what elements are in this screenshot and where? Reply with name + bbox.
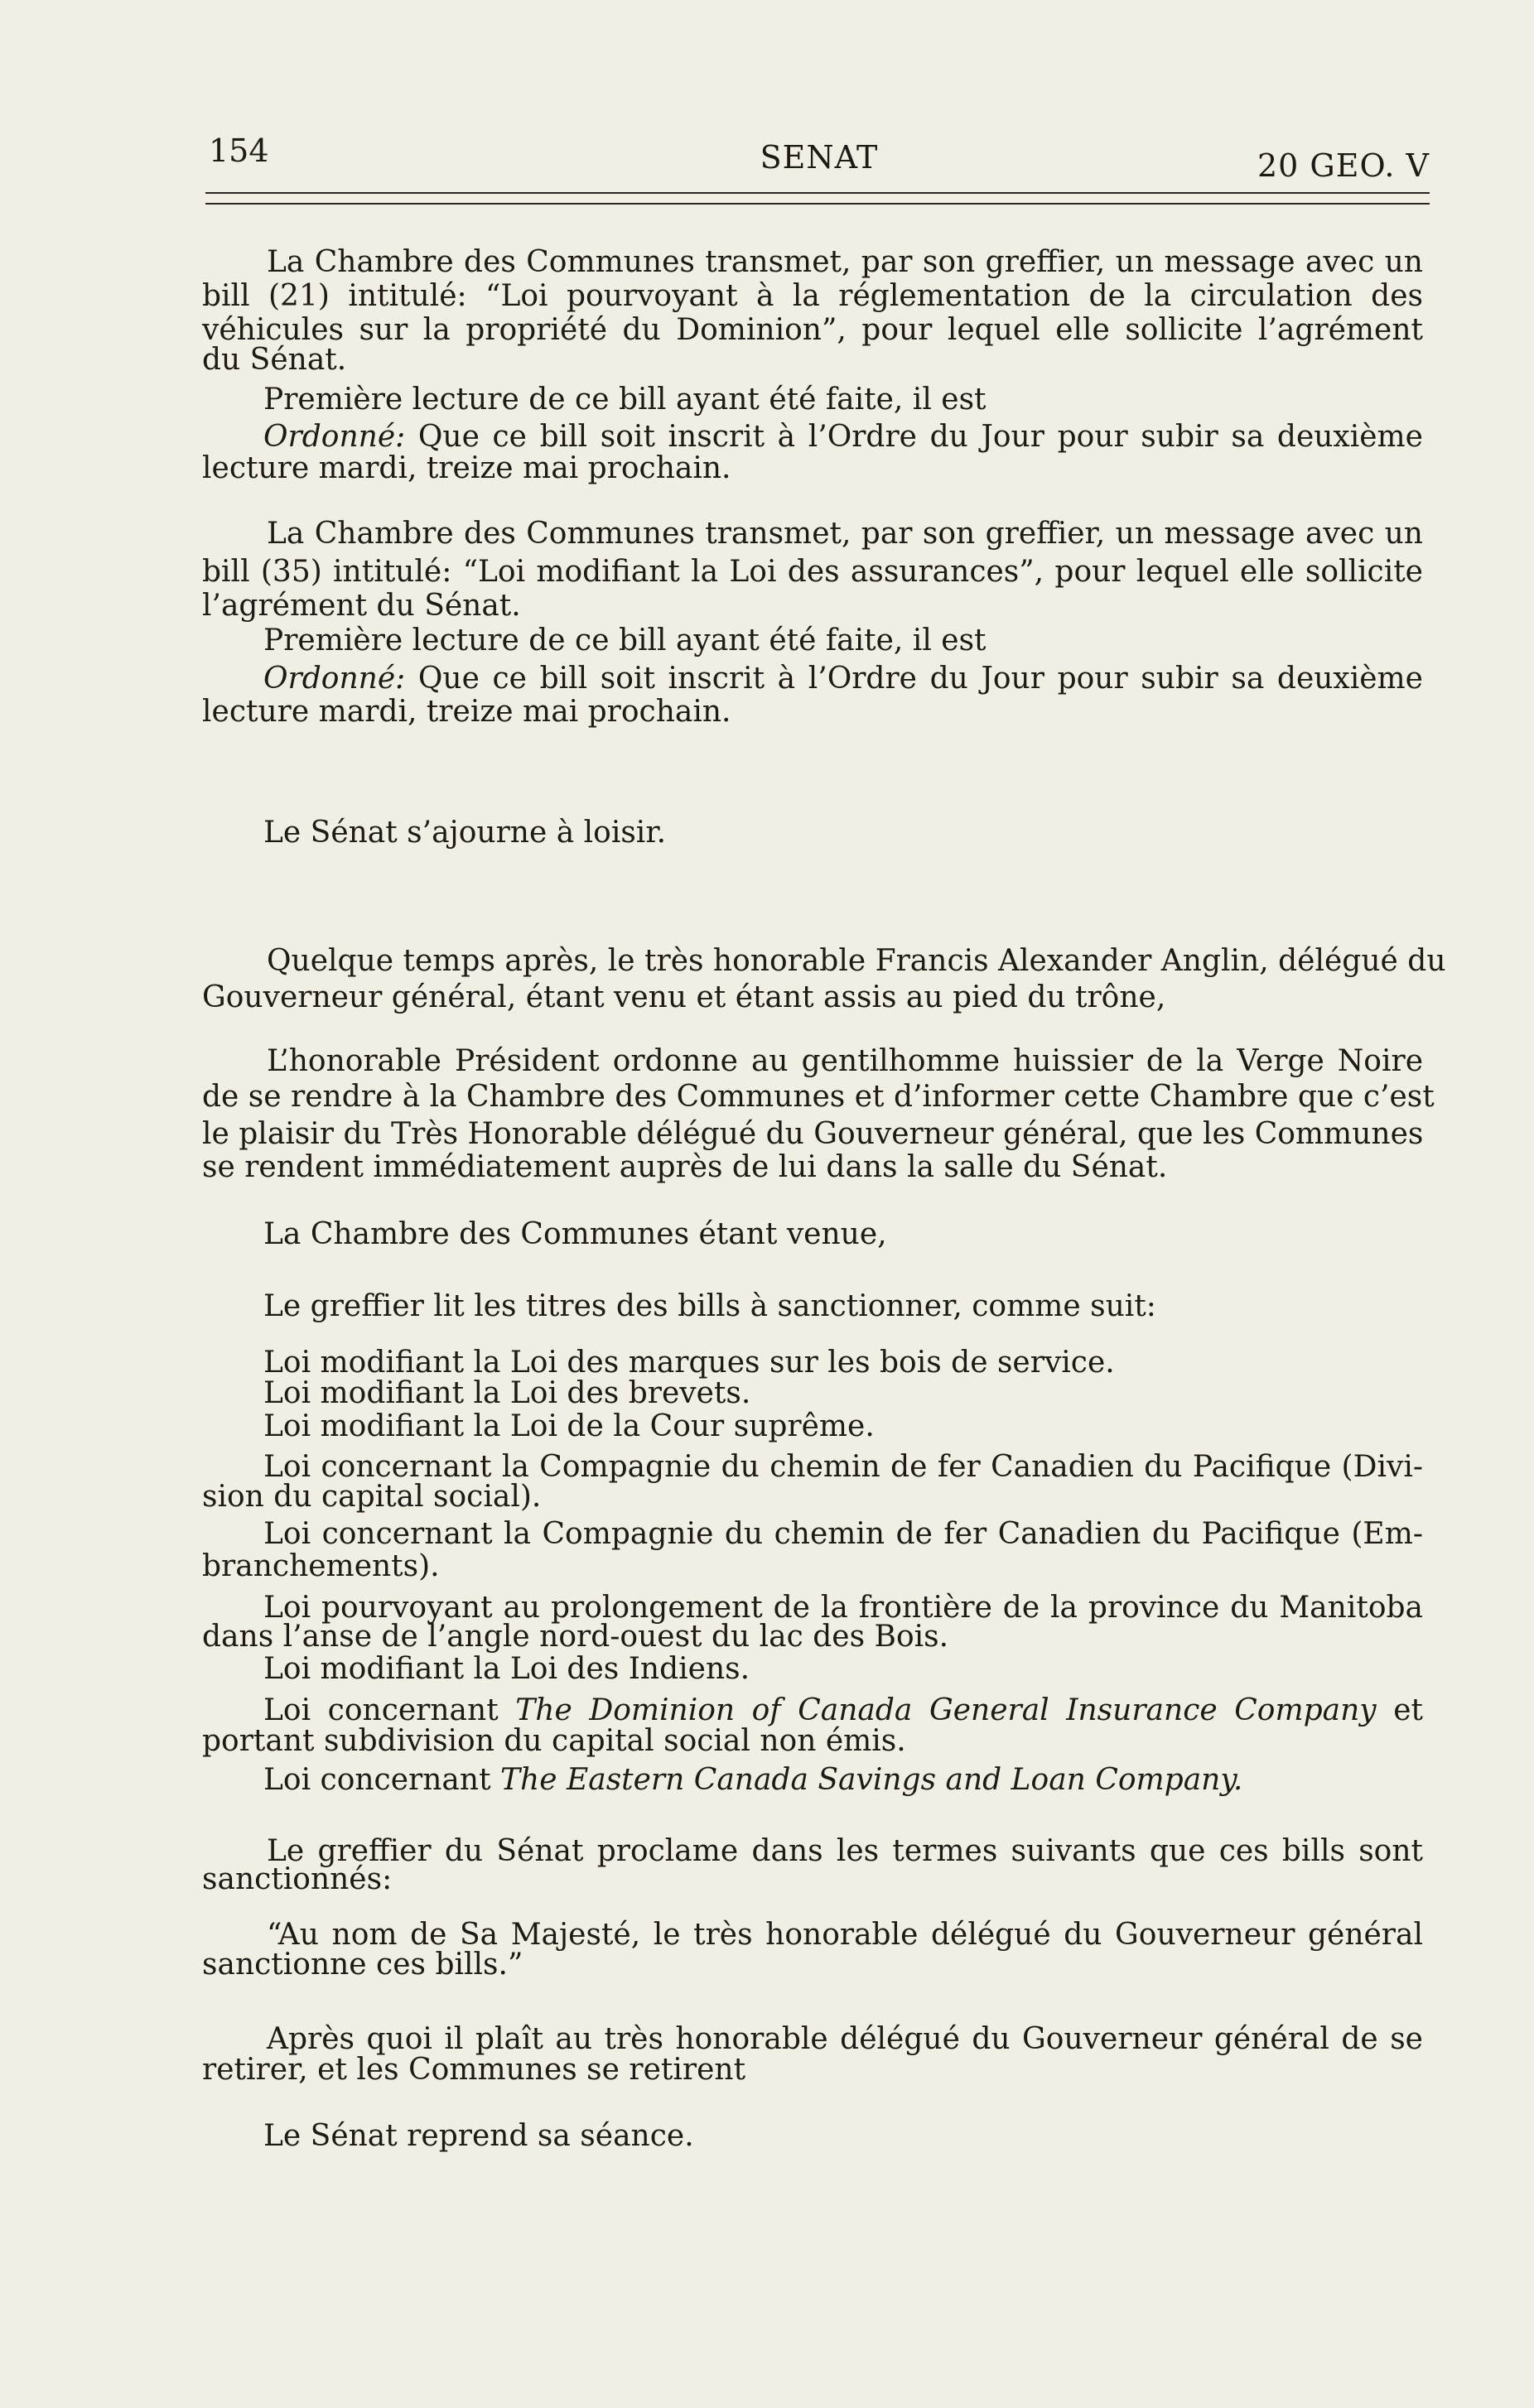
paragraph-line: La Chambre des Communes étant venue, bbox=[263, 1217, 887, 1251]
paragraph-line: Le greffier du Sénat proclame dans les termes suivants que ces bills sont bbox=[267, 1834, 1423, 1868]
company-name: The Dominion of Canada General Insurance Company bbox=[515, 1693, 1377, 1727]
ordered-line bbox=[263, 421, 1423, 454]
paragraph-line: véhicules sur la propriété du Dominion”, pour lequel elle sollicite l’agrément bbox=[202, 313, 1423, 347]
ordered-label: Ordonné: bbox=[263, 662, 406, 696]
bill-item: Loi pourvoyant au prolongement de la frontière de la province du Manitoba bbox=[263, 1591, 1423, 1625]
ordered-text: Que ce bill soit inscrit à l’Ordre du Jour pour subir sa deuxième bbox=[417, 662, 1423, 696]
paragraph-line: lecture mardi, treize mai prochain. bbox=[202, 695, 731, 729]
paragraph-line: La Chambre des Communes transmet, par son greffier, un message avec un bbox=[267, 517, 1423, 551]
bill-item: dans l’anse de l’angle nord-ouest du lac des Bois. bbox=[202, 1620, 949, 1654]
header-session: 20 GEO. V bbox=[1257, 147, 1430, 184]
ordered-label: Ordonné: bbox=[263, 420, 406, 454]
page-number: 154 bbox=[209, 132, 269, 169]
paragraph-line: “Au nom de Sa Majesté, le très honorable délégué du Gouverneur général bbox=[267, 1918, 1423, 1952]
bill-item: sion du capital social). bbox=[202, 1480, 542, 1514]
bill-item bbox=[263, 1764, 1423, 1797]
paragraph-line: Quelque temps après, le très honorable Francis Alexander Anglin, délégué du bbox=[267, 944, 1446, 978]
bill-text: et bbox=[1393, 1693, 1423, 1727]
paragraph-line: Gouverneur général, étant venu et étant assis au pied du trône, bbox=[202, 980, 1166, 1014]
bill-text: Loi concernant bbox=[263, 1693, 499, 1727]
bill-item: Loi modifiant la Loi des brevets. bbox=[263, 1376, 751, 1410]
paragraph-line: bill (35) intitulé: “Loi modifiant la Loi des assurances”, pour lequel elle sollicite bbox=[202, 555, 1423, 589]
paragraph-line: La Chambre des Communes transmet, par son greffier, un message avec un bbox=[267, 245, 1423, 279]
bill-item: Loi concernant la Compagnie du chemin de fer Canadien du Pacifique (Em- bbox=[263, 1517, 1423, 1551]
paragraph-line: le plaisir du Très Honorable délégué du Gouverneur général, que les Communes bbox=[202, 1117, 1424, 1151]
paragraph-line: l’agrément du Sénat. bbox=[202, 589, 521, 623]
bill-item: Loi modifiant la Loi des Indiens. bbox=[263, 1652, 750, 1686]
paragraph-line: Le Sénat s’ajourne à loisir. bbox=[263, 816, 667, 850]
paragraph-line: lecture mardi, treize mai prochain. bbox=[202, 451, 731, 485]
paragraph-line: Le Sénat reprend sa séance. bbox=[263, 2119, 694, 2153]
paragraph-line: de se rendre à la Chambre des Communes et d’informer cette Chambre que c’est bbox=[202, 1080, 1435, 1114]
paragraph-line: Le greffier lit les titres des bills à sanctionner, comme suit: bbox=[263, 1289, 1156, 1323]
header-title: SENAT bbox=[760, 139, 879, 176]
bill-item: Loi modifiant la Loi de la Cour suprême. bbox=[263, 1409, 875, 1443]
bill-item: portant subdivision du capital social non émis. bbox=[202, 1724, 906, 1758]
bill-item: branchements). bbox=[202, 1549, 440, 1583]
bill-text: Loi concernant bbox=[263, 1763, 491, 1797]
paragraph-line: Première lecture de ce bill ayant été faite, il est bbox=[263, 383, 986, 417]
ordered-text: Que ce bill soit inscrit à l’Ordre du Jour pour subir sa deuxième bbox=[417, 420, 1423, 454]
paragraph-line: L’honorable Président ordonne au gentilhomme huissier de la Verge Noire bbox=[267, 1044, 1423, 1078]
paragraph-line: Après quoi il plaît au très honorable délégué du Gouverneur général de se bbox=[267, 2022, 1423, 2056]
bill-item: Loi concernant la Compagnie du chemin de fer Canadien du Pacifique (Divi- bbox=[263, 1450, 1423, 1484]
ordered-line bbox=[263, 662, 1423, 696]
paragraph-line: sanctionne ces bills.” bbox=[202, 1948, 523, 1982]
paragraph-line: du Sénat. bbox=[202, 343, 347, 377]
paragraph-line: retirer, et les Communes se retirent bbox=[202, 2053, 746, 2087]
paragraph-line: se rendent immédiatement auprès de lui dans la salle du Sénat. bbox=[202, 1150, 1168, 1184]
paragraph-line: Première lecture de ce bill ayant été faite, il est bbox=[263, 624, 986, 657]
bill-item bbox=[263, 1694, 1423, 1727]
paragraph-line: sanctionnés: bbox=[202, 1862, 393, 1896]
paragraph-line: bill (21) intitulé: “Loi pourvoyant à la réglementation de la circulation des bbox=[202, 279, 1423, 313]
bill-item: Loi modifiant la Loi des marques sur les bois de service. bbox=[263, 1346, 1115, 1380]
company-name: The Eastern Canada Savings and Loan Company. bbox=[500, 1763, 1243, 1797]
